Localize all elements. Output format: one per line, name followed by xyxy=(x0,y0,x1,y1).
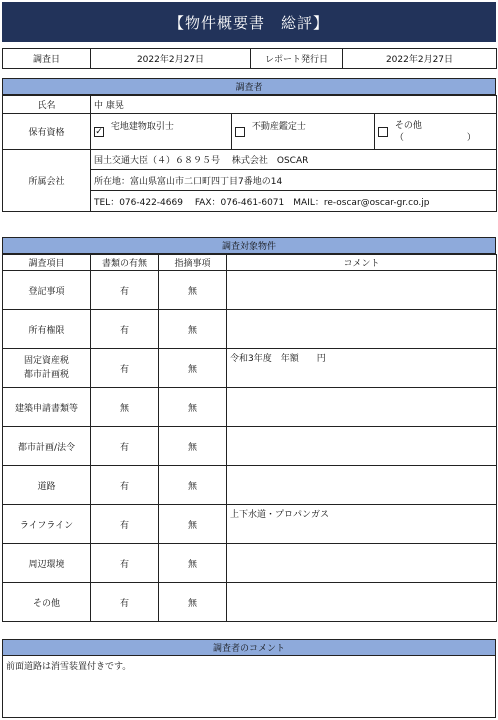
report-date-label: レポート発行日 xyxy=(251,49,343,69)
survey-date-label: 調査日 xyxy=(3,49,91,69)
table-row xyxy=(3,583,497,622)
row-notes: 無 xyxy=(159,505,227,544)
row-notes: 無 xyxy=(159,466,227,505)
col-header-docs: 書類の有無 xyxy=(91,255,159,271)
investigator-section-header: 調査者 xyxy=(2,78,496,95)
investigator-comment-header: 調査者のコメント xyxy=(2,639,496,656)
row-docs: 有 xyxy=(91,271,159,310)
row-docs: 有 xyxy=(91,427,159,466)
table-row xyxy=(3,466,497,505)
row-docs: 有 xyxy=(91,583,159,622)
company-address: 所在地：富山県富山市二口町四丁目7番地の14 xyxy=(91,170,497,191)
row-comment: 令和3年度 年額 円 xyxy=(227,349,497,388)
row-item: 道路 xyxy=(3,466,91,505)
report-date-value: 2022年2月27日 xyxy=(343,49,497,69)
target-table xyxy=(2,254,497,622)
page-title: 【物件概要書 総評】 xyxy=(2,2,496,42)
qualification-3-checkbox[interactable] xyxy=(378,127,388,137)
investigator-table xyxy=(2,95,497,212)
row-docs: 有 xyxy=(91,466,159,505)
row-notes: 無 xyxy=(159,544,227,583)
row-comment: 上下水道・プロパンガス xyxy=(227,505,497,544)
row-comment xyxy=(227,427,497,466)
table-row xyxy=(3,505,497,544)
qualification-3 xyxy=(375,114,497,150)
row-item-line1: 固定資産税 xyxy=(23,356,69,366)
row-comment xyxy=(227,310,497,349)
row-item xyxy=(3,349,91,388)
row-docs: 有 xyxy=(91,349,159,388)
qualification-1-checkbox[interactable] xyxy=(94,127,104,137)
row-comment xyxy=(227,583,497,622)
col-header-comment: コメント xyxy=(227,255,497,271)
company-contact: TEL：076-422-4669 FAX：076-461-6071 MAIL：re-oscar@oscar-gr.co.jp xyxy=(91,191,497,212)
table-row xyxy=(3,349,497,388)
row-docs: 有 xyxy=(91,505,159,544)
table-row xyxy=(3,271,497,310)
col-header-item: 調査項目 xyxy=(3,255,91,271)
table-row xyxy=(3,388,497,427)
company-license: 国土交通大臣（４）６８９５号 株式会社 OSCAR xyxy=(91,150,497,170)
row-item: 周辺環境 xyxy=(3,544,91,583)
row-item: 登記事項 xyxy=(3,271,91,310)
row-comment xyxy=(227,544,497,583)
row-comment xyxy=(227,388,497,427)
col-header-notes: 指摘事項 xyxy=(159,255,227,271)
row-comment xyxy=(227,466,497,505)
row-notes: 無 xyxy=(159,310,227,349)
row-docs: 有 xyxy=(91,310,159,349)
survey-date-value: 2022年2月27日 xyxy=(91,49,251,69)
qualification-label: 保有資格 xyxy=(3,114,91,150)
row-notes: 無 xyxy=(159,271,227,310)
qualification-2 xyxy=(232,114,375,150)
name-label: 氏名 xyxy=(3,96,91,114)
row-item: ライフライン xyxy=(3,505,91,544)
row-item: 建築申請書類等 xyxy=(3,388,91,427)
qualification-2-text: 不動産鑑定士 xyxy=(251,122,306,132)
row-notes: 無 xyxy=(159,583,227,622)
row-notes: 無 xyxy=(159,427,227,466)
table-row xyxy=(3,544,497,583)
row-item-line2: 都市計画税 xyxy=(23,370,69,380)
qualification-1-text: 宅地建物取引士 xyxy=(110,122,174,132)
table-row xyxy=(3,310,497,349)
qualification-3-text: その他 xyxy=(394,120,422,131)
check-icon: ✓ xyxy=(95,126,103,137)
table-row xyxy=(3,427,497,466)
row-item: 所有権限 xyxy=(3,310,91,349)
row-notes: 無 xyxy=(159,388,227,427)
row-notes: 無 xyxy=(159,349,227,388)
row-docs: 有 xyxy=(91,544,159,583)
name-value: 中 康晃 xyxy=(91,96,497,114)
investigator-comment-box xyxy=(2,656,496,718)
date-table xyxy=(2,48,497,69)
qualification-1 xyxy=(91,114,232,150)
target-section-header: 調査対象物件 xyxy=(2,237,496,254)
investigator-comment-text: 前面道路は消雪装置付きです。 xyxy=(6,662,132,672)
row-item: 都市計画/法令 xyxy=(3,427,91,466)
row-docs: 無 xyxy=(91,388,159,427)
qualification-2-checkbox[interactable] xyxy=(235,127,245,137)
company-label: 所属会社 xyxy=(3,150,91,212)
row-item: その他 xyxy=(3,583,91,622)
qualification-3-paren: （ ） xyxy=(394,132,476,143)
row-comment xyxy=(227,271,497,310)
